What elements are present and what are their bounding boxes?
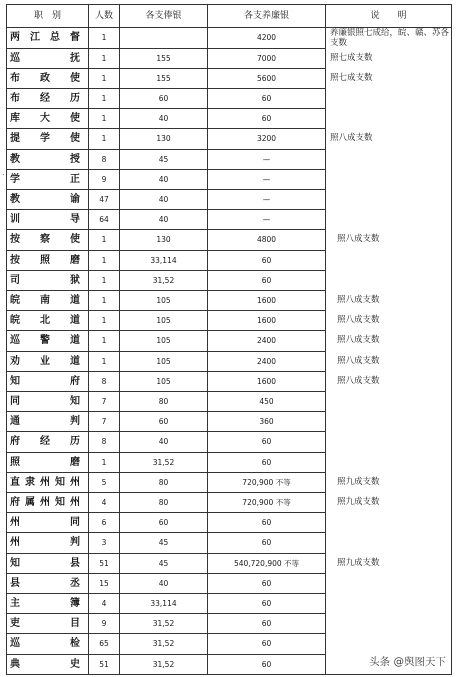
salary-cell: 45: [120, 533, 208, 553]
salary-cell: [120, 28, 208, 49]
salary-cell: 60: [120, 88, 208, 108]
salary-cell: 80: [120, 472, 208, 492]
allowance-cell: 2400: [208, 351, 326, 371]
note-cell: [326, 634, 452, 654]
allowance-cell: 60: [208, 654, 326, 674]
note-cell: [326, 614, 452, 634]
post-name-cell: 教授: [7, 149, 89, 169]
header-post: 职 别: [7, 5, 89, 28]
margin-dot: .: [2, 168, 5, 177]
note-cell: [326, 412, 452, 432]
salary-cell: 105: [120, 311, 208, 331]
note-cell: [326, 210, 452, 230]
table-row: [7, 351, 452, 371]
post-name-cell: 照磨: [7, 452, 89, 472]
header-allowance: 各支养廉银: [208, 5, 326, 28]
table-row: [7, 472, 452, 492]
post-name-cell: 巡抚: [7, 48, 89, 68]
post-name-cell: 同知: [7, 391, 89, 411]
salary-cell: 130: [120, 129, 208, 149]
table-row: [7, 634, 452, 654]
post-name-cell: 教谕: [7, 189, 89, 209]
salary-cell: 40: [120, 169, 208, 189]
table-row: [7, 48, 452, 68]
allowance-cell: —: [208, 210, 326, 230]
allowance-cell: 360: [208, 412, 326, 432]
allowance-cell: 5600: [208, 68, 326, 88]
table-row: [7, 68, 452, 88]
post-name-cell: 主簿: [7, 593, 89, 613]
count-cell: 5: [89, 472, 120, 492]
note-cell: 照七成支数: [326, 68, 452, 88]
post-name-cell: 按察使: [7, 230, 89, 250]
count-cell: 1: [89, 28, 120, 49]
note-cell: [326, 593, 452, 613]
table-row: [7, 391, 452, 411]
allowance-cell: 1600: [208, 290, 326, 310]
note-cell: 照七成支数: [326, 48, 452, 68]
post-name-cell: 府经历: [7, 432, 89, 452]
note-cell: 照九成支数: [326, 492, 452, 512]
table-row: [7, 412, 452, 432]
allowance-cell: 1600: [208, 311, 326, 331]
count-cell: 51: [89, 654, 120, 674]
table-row: [7, 432, 452, 452]
post-name-cell: 两江总督: [7, 28, 89, 49]
note-cell: [326, 189, 452, 209]
salary-cell: 40: [120, 210, 208, 230]
count-cell: 9: [89, 169, 120, 189]
allowance-cell: —: [208, 189, 326, 209]
count-cell: 6: [89, 513, 120, 533]
allowance-cell: 7000: [208, 48, 326, 68]
salary-table: [6, 4, 452, 675]
note-cell: [326, 109, 452, 129]
post-name-cell: 府属州知州: [7, 492, 89, 512]
note-cell: 照八成支数: [326, 351, 452, 371]
salary-cell: 45: [120, 553, 208, 573]
count-cell: 1: [89, 68, 120, 88]
note-cell: [326, 391, 452, 411]
count-cell: 1: [89, 331, 120, 351]
count-cell: 1: [89, 48, 120, 68]
salary-table-container: [6, 4, 452, 675]
note-cell: 照八成支数: [326, 129, 452, 149]
post-name-cell: 皖南道: [7, 290, 89, 310]
post-name-cell: 吏目: [7, 614, 89, 634]
note-cell: 养廉银照七成给，皖、赣、苏各支数: [326, 28, 452, 49]
post-name-cell: 学正: [7, 169, 89, 189]
table-body: [7, 28, 452, 675]
post-name-cell: 州判: [7, 533, 89, 553]
watermark-label: 头条 @舆图天下: [369, 656, 446, 668]
header-row: [7, 5, 452, 28]
count-cell: 1: [89, 311, 120, 331]
post-name-cell: 布政使: [7, 68, 89, 88]
count-cell: 3: [89, 533, 120, 553]
count-cell: 65: [89, 634, 120, 654]
count-cell: 4: [89, 593, 120, 613]
allowance-cell: 60: [208, 614, 326, 634]
allowance-cell: 60: [208, 432, 326, 452]
salary-cell: 31,52: [120, 634, 208, 654]
allowance-cell: 540,720,900 不等: [208, 553, 326, 573]
count-cell: 7: [89, 391, 120, 411]
table-row: [7, 513, 452, 533]
table-row: [7, 290, 452, 310]
table-row: [7, 28, 452, 49]
note-cell: [326, 270, 452, 290]
salary-cell: 105: [120, 351, 208, 371]
salary-cell: 130: [120, 230, 208, 250]
header-note: 说 明: [326, 5, 452, 28]
table-row: [7, 250, 452, 270]
allowance-cell: 60: [208, 513, 326, 533]
allowance-cell: 60: [208, 88, 326, 108]
allowance-cell: 60: [208, 250, 326, 270]
count-cell: 1: [89, 270, 120, 290]
post-name-cell: 巡检: [7, 634, 89, 654]
count-cell: 1: [89, 129, 120, 149]
salary-cell: 40: [120, 432, 208, 452]
table-row: [7, 573, 452, 593]
table-row: [7, 452, 452, 472]
count-cell: 8: [89, 149, 120, 169]
salary-cell: 60: [120, 513, 208, 533]
count-cell: 1: [89, 250, 120, 270]
table-header: [7, 5, 452, 28]
table-row: [7, 109, 452, 129]
post-name-cell: 通判: [7, 412, 89, 432]
table-row: [7, 230, 452, 250]
count-cell: 8: [89, 432, 120, 452]
post-name-cell: 巡警道: [7, 331, 89, 351]
salary-cell: 60: [120, 412, 208, 432]
post-name-cell: 直隶州知州: [7, 472, 89, 492]
count-cell: 1: [89, 290, 120, 310]
table-row: [7, 533, 452, 553]
count-cell: 47: [89, 189, 120, 209]
post-name-cell: 库大使: [7, 109, 89, 129]
salary-cell: 45: [120, 149, 208, 169]
table-row: [7, 210, 452, 230]
allowance-cell: 4200: [208, 28, 326, 49]
post-name-cell: 县丞: [7, 573, 89, 593]
table-row: [7, 169, 452, 189]
allowance-cell: —: [208, 169, 326, 189]
table-row: [7, 614, 452, 634]
note-cell: 照九成支数: [326, 553, 452, 573]
salary-cell: 80: [120, 391, 208, 411]
table-row: [7, 149, 452, 169]
note-cell: [326, 513, 452, 533]
table-row: [7, 593, 452, 613]
count-cell: 1: [89, 230, 120, 250]
count-cell: 51: [89, 553, 120, 573]
salary-cell: 40: [120, 109, 208, 129]
salary-cell: 33,114: [120, 250, 208, 270]
table-row: [7, 492, 452, 512]
allowance-cell: 60: [208, 452, 326, 472]
allowance-cell: 720,900 不等: [208, 492, 326, 512]
salary-cell: 31,52: [120, 270, 208, 290]
note-cell: [326, 432, 452, 452]
note-cell: [326, 250, 452, 270]
allowance-cell: 4800: [208, 230, 326, 250]
allowance-cell: 60: [208, 270, 326, 290]
count-cell: 1: [89, 88, 120, 108]
table-row: [7, 189, 452, 209]
count-cell: 9: [89, 614, 120, 634]
post-name-cell: 按照磨: [7, 250, 89, 270]
note-cell: 照八成支数: [326, 290, 452, 310]
salary-cell: 80: [120, 492, 208, 512]
post-name-cell: 皖北道: [7, 311, 89, 331]
note-cell: 照八成支数: [326, 311, 452, 331]
post-name-cell: 典史: [7, 654, 89, 674]
count-cell: 4: [89, 492, 120, 512]
salary-cell: 31,52: [120, 452, 208, 472]
table-row: [7, 553, 452, 573]
allowance-cell: —: [208, 149, 326, 169]
header-salary: 各支俸银: [120, 5, 208, 28]
allowance-cell: 2400: [208, 331, 326, 351]
note-cell: 照八成支数: [326, 230, 452, 250]
table-row: [7, 270, 452, 290]
post-name-cell: 州同: [7, 513, 89, 533]
salary-cell: 105: [120, 371, 208, 391]
allowance-cell: 60: [208, 533, 326, 553]
allowance-cell: 60: [208, 573, 326, 593]
allowance-cell: 1600: [208, 371, 326, 391]
table-row: [7, 88, 452, 108]
salary-cell: 31,52: [120, 654, 208, 674]
salary-cell: 40: [120, 573, 208, 593]
salary-cell: 155: [120, 68, 208, 88]
post-name-cell: 司狱: [7, 270, 89, 290]
salary-cell: 33,114: [120, 593, 208, 613]
allowance-cell: 60: [208, 109, 326, 129]
allowance-cell: 450: [208, 391, 326, 411]
note-cell: [326, 573, 452, 593]
count-cell: 8: [89, 371, 120, 391]
note-cell: [326, 88, 452, 108]
table-row: [7, 129, 452, 149]
post-name-cell: 提学使: [7, 129, 89, 149]
note-cell: 照八成支数: [326, 331, 452, 351]
note-cell: [326, 149, 452, 169]
allowance-cell: 60: [208, 634, 326, 654]
table-row: [7, 311, 452, 331]
post-name-cell: 劝业道: [7, 351, 89, 371]
count-cell: 1: [89, 109, 120, 129]
note-cell: [326, 452, 452, 472]
count-cell: 15: [89, 573, 120, 593]
count-cell: 64: [89, 210, 120, 230]
salary-cell: 40: [120, 189, 208, 209]
count-cell: 1: [89, 351, 120, 371]
allowance-cell: 720,900 不等: [208, 472, 326, 492]
post-name-cell: 知县: [7, 553, 89, 573]
count-cell: 1: [89, 452, 120, 472]
note-cell: [326, 533, 452, 553]
post-name-cell: 知府: [7, 371, 89, 391]
note-cell: 照九成支数: [326, 472, 452, 492]
allowance-cell: 60: [208, 593, 326, 613]
salary-cell: 155: [120, 48, 208, 68]
post-name-cell: 训导: [7, 210, 89, 230]
salary-cell: 31,52: [120, 614, 208, 634]
note-cell: [326, 169, 452, 189]
table-row: [7, 371, 452, 391]
salary-cell: 105: [120, 331, 208, 351]
allowance-cell: 3200: [208, 129, 326, 149]
salary-cell: 105: [120, 290, 208, 310]
count-cell: 7: [89, 412, 120, 432]
note-cell: 照八成支数: [326, 371, 452, 391]
header-count: 人数: [89, 5, 120, 28]
post-name-cell: 布经历: [7, 88, 89, 108]
table-row: [7, 331, 452, 351]
